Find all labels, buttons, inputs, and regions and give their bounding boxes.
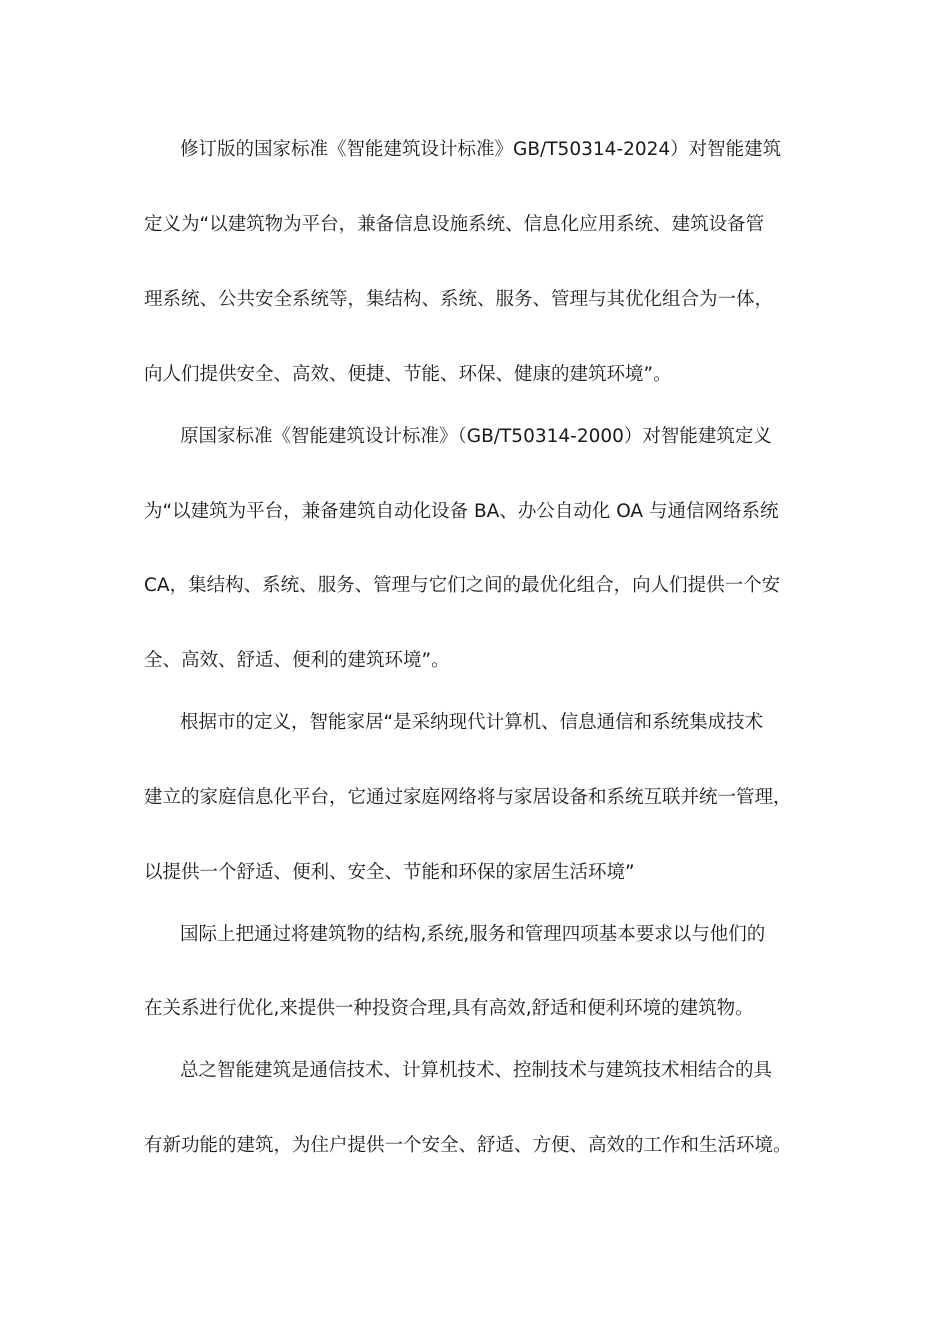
paragraph-line: 全、高效、舒适、便利的建筑环境”。 — [144, 650, 450, 671]
paragraph-line: 修订版的国家标准《智能建筑设计标准》GB/T50314-2024）对智能建筑 — [180, 139, 782, 160]
paragraph-line: 为“以建筑为平台，兼备建筑自动化设备 BA、办公自动化 OA 与通信网络系统 — [144, 501, 779, 522]
paragraph-line: 定义为“以建筑物为平台，兼备信息设施系统、信息化应用系统、建筑设备管 — [144, 214, 765, 235]
paragraph-line: 国际上把通过将建筑物的结构,系统,服务和管理四项基本要求以与他们的 — [180, 924, 766, 945]
paragraph-line: 总之智能建筑是通信技术、计算机技术、控制技术与建筑技术相结合的具 — [180, 1060, 773, 1081]
paragraph-line: 原国家标准《智能建筑设计标准》（GB/T50314-2000）对智能建筑定义 — [180, 426, 772, 447]
paragraph-line: 根据市的定义，智能家居“是采纳现代计算机、信息通信和系统集成技术 — [180, 712, 764, 733]
paragraph-line: 理系统、公共安全系统等，集结构、系统、服务、管理与其优化组合为一体， — [144, 289, 774, 310]
paragraph-line: 建立的家庭信息化平台，它通过家庭网络将与家居设备和系统互联并统一管理， — [144, 787, 792, 808]
paragraph-line: CA，集结构、系统、服务、管理与它们之间的最优化组合，向人们提供一个安 — [144, 575, 781, 596]
paragraph-line: 在关系进行优化,来提供一种投资合理,具有高效,舒适和便利环境的建筑物。 — [144, 998, 754, 1019]
paragraph-line: 有新功能的建筑，为住户提供一个安全、舒适、方便、高效的工作和生活环境。 — [144, 1135, 792, 1156]
paragraph-line: 向人们提供安全、高效、便捷、节能、环保、健康的建筑环境”。 — [144, 364, 672, 385]
paragraph-line: 以提供一个舒适、便利、安全、节能和环保的家居生活环境” — [144, 862, 635, 883]
